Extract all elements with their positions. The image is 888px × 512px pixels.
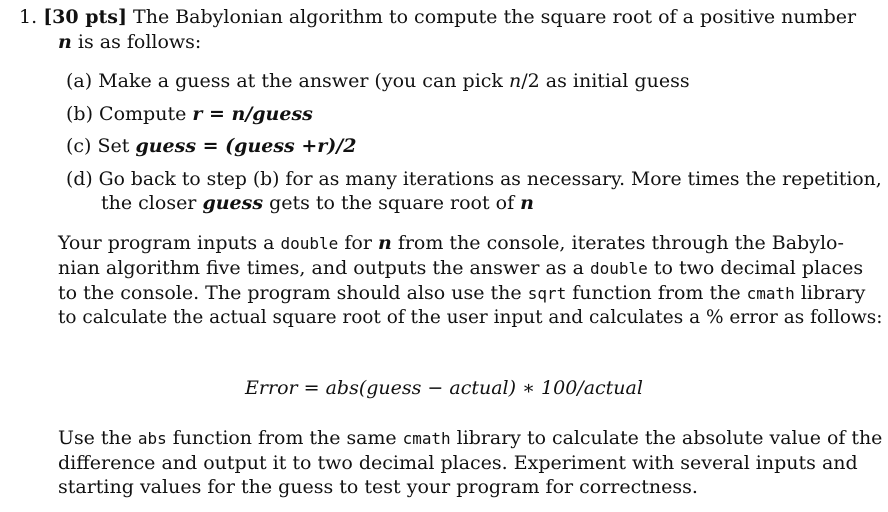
step-label: (a) — [66, 70, 93, 92]
variable-guess: guess — [202, 192, 264, 214]
step-d-line-2: the closer guess gets to the square root of n — [101, 192, 534, 214]
step-text: Go back to step (b) for as many iterations as necessary. More times the repetition, — [98, 168, 882, 190]
problem-intro-text-2: is as follows: — [77, 31, 202, 53]
paragraph-1-line-1: Your program inputs a double for n from the console, iterates through the Babylo- — [58, 232, 844, 254]
variable-n: n — [58, 31, 72, 53]
formula-guess: guess = (guess +r)/2 — [135, 135, 357, 157]
step-label: (c) — [66, 135, 92, 157]
formula-equals: = — [297, 377, 326, 399]
paragraph-1-line-2: nian algorithm five times, and outputs the answer as a double to two decimal places — [58, 257, 864, 279]
step-d — [66, 167, 882, 191]
code-sqrt: sqrt — [527, 284, 567, 303]
paragraph-2-line-2: difference and output it to two decimal places. Experiment with several inputs and — [58, 452, 858, 474]
step-a — [66, 69, 690, 93]
step-text: Make a guess at the answer (you can pick n/2 as initial guess — [98, 70, 690, 92]
formula-rhs: abs(guess − actual) ∗ 100/actual — [325, 377, 643, 399]
variable-n: n — [508, 70, 522, 92]
variable-n: n — [520, 192, 534, 214]
problem-header-line-1 — [19, 5, 856, 29]
paragraph-1-line-3: to the console. The program should also use the sqrt function from the cmath library — [58, 282, 866, 304]
formula-r: r = n/guess — [192, 103, 313, 125]
code-abs: abs — [137, 429, 167, 448]
code-double: double — [280, 234, 339, 253]
code-double: double — [590, 259, 648, 278]
paragraph-2-line-3: starting values for the guess to test your program for correctness. — [58, 476, 698, 498]
code-cmath: cmath — [746, 284, 795, 303]
problem-intro-text: The Babylonian algorithm to compute the square root of a positive number — [133, 6, 857, 28]
problem-number: 1. — [19, 6, 38, 28]
step-text: Set guess = (guess +r)/2 — [97, 135, 357, 157]
variable-n: n — [377, 232, 392, 254]
paragraph-1-line-4: to calculate the actual square root of the user input and calculates a % error as follows: — [58, 306, 883, 328]
step-label: (b) — [66, 103, 93, 125]
step-text: Compute r = n/guess — [99, 103, 313, 125]
formula-lhs: Error — [245, 377, 298, 399]
problem-points: [30 pts] — [43, 6, 127, 28]
step-label: (d) — [66, 168, 93, 190]
code-cmath: cmath — [402, 429, 451, 448]
step-b — [66, 102, 313, 126]
error-formula — [0, 376, 888, 400]
step-c — [66, 134, 356, 158]
problem-header-line-2 — [58, 30, 201, 54]
paragraph-2-line-1: Use the abs function from the same cmath library to calculate the absolute value of the — [58, 427, 883, 449]
